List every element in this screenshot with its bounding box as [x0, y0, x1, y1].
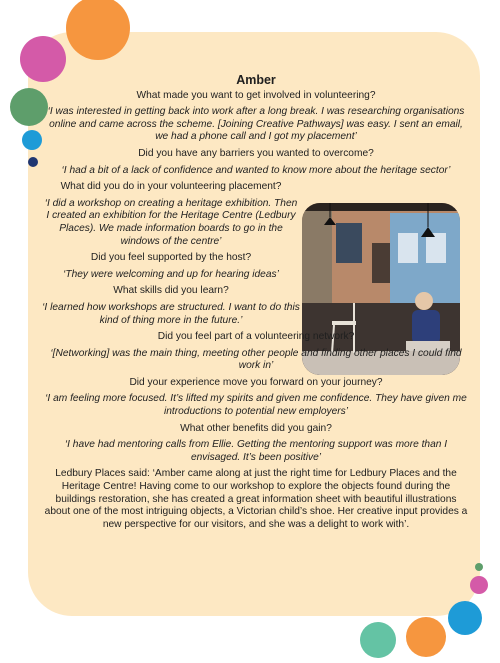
answer-5: ‘I learned how workshops are structured. I want to do this kind of thing more in the future.’ — [42, 301, 300, 326]
decorative-circle-blue-top — [22, 130, 42, 150]
answer-2: ‘I had a bit of a lack of confidence and wanted to know more about the heritage sector’ — [61, 164, 451, 176]
question-6: Did you feel part of a volunteering network? — [157, 331, 355, 343]
host-quote: Ledbury Places said: ‘Amber came along at just the right time for Ledbury Places and the Heritage Centre! Having come to our workshop to explore the objects found during the buildings restoration, she has created a great information sheet with beautiful illustrations about one of the most intriguing objects, a Victorian child’s shoe. Her creative input provides a new perspective for our visitors, and she was a delight to work with’. — [44, 468, 468, 530]
side-column — [42, 181, 300, 327]
question-5: What skills did you learn? — [113, 285, 229, 297]
question-1: What made you want to get involved in volunteering? — [136, 89, 376, 101]
question-3: What did you do in your volunteering placement? — [60, 181, 282, 193]
decorative-circle-navy-top — [28, 157, 38, 167]
question-2: Did you have any barriers you wanted to overcome? — [138, 147, 374, 159]
answer-6: ‘[Networking] was the main thing, meeting other people and finding other places I could find work in’ — [50, 347, 462, 372]
volunteer-name: Amber — [236, 73, 276, 87]
decorative-circle-teal-bottom — [360, 622, 396, 658]
answer-4: ‘They were welcoming and up for hearing ideas’ — [63, 268, 279, 280]
question-7: Did your experience move you forward on your journey? — [129, 376, 383, 388]
answer-7: ‘I am feeling more focused. It’s lifted my spirits and given me confidence. They have given me introductions to potential new employers’ — [45, 393, 467, 418]
decorative-circle-orange-bottom — [406, 617, 446, 657]
answer-3: ‘I did a workshop on creating a heritage exhibition. Then I created an exhibition for the Heritage Centre (Ledbury Places). We made information boards to go in the windows of the centre’ — [44, 197, 298, 247]
question-4: Did you feel supported by the host? — [90, 252, 252, 264]
decorative-circle-blue-bottom — [448, 601, 482, 635]
decorative-circle-magenta-bottom — [470, 576, 488, 594]
answer-1: ‘I was interested in getting back into work after a long break. I was researching organisations online and came across the scheme. [Joining Creative Pathways] was easy. I sent an email, we had a phone call and I got my placement’ — [47, 106, 465, 143]
case-study-content — [42, 74, 470, 531]
decorative-circle-green-bottom — [475, 563, 483, 571]
question-8: What other benefits did you gain? — [180, 422, 332, 434]
answer-8: ‘I have had mentoring calls from Ellie. Getting the mentoring support was more than I envisaged. It’s been positive’ — [64, 439, 448, 463]
